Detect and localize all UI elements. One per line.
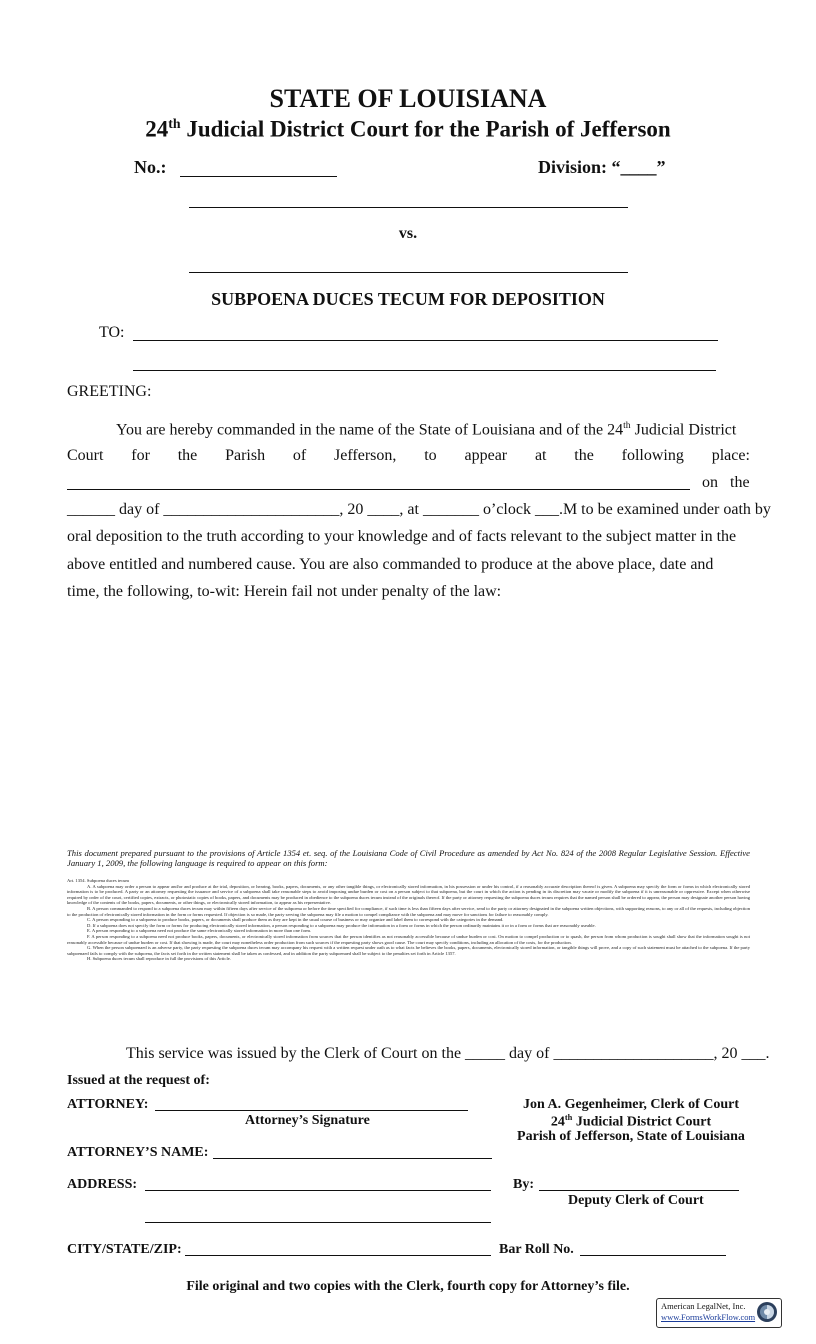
case-number-field[interactable]: [180, 176, 337, 177]
publisher-badge[interactable]: [656, 1298, 782, 1328]
body-line-2-word: Jefferson,: [334, 447, 397, 464]
deputy-clerk-caption: Deputy Clerk of Court: [568, 1193, 704, 1208]
article-section-c: C. A person responding to a subpoena to produce books, papers, or documents shall produce them as they are kept in the usual course of business or may organize and label them to correspond with the categories in the demand.: [87, 917, 504, 923]
body-line-5: oral deposition to the truth according to your knowledge and of facts relevant to the subject matter in the: [67, 528, 737, 545]
recipient-line-1[interactable]: [133, 340, 718, 341]
body-line-2: [67, 447, 750, 465]
body-line-7: time, the following, to-wit: Herein fail not under penalty of the law:: [67, 583, 502, 600]
attorney-signature-caption: Attorney’s Signature: [245, 1113, 370, 1128]
address-label: ADDRESS:: [67, 1177, 138, 1192]
globe-icon: [756, 1301, 778, 1323]
division-label: Division:: [538, 157, 608, 177]
body-line-2-word: place:: [711, 447, 750, 464]
article-section-d: D. If a subpoena does not specify the form or forms for producing electronically stored information, a person responding to a subpoena may produce the information in a form or forms in which the person ordinarily maintains it or in a form or forms that are reasonably useable.: [87, 922, 596, 928]
by-label: By:: [513, 1177, 534, 1192]
body-line-2-word: the: [177, 447, 198, 464]
legal-note: This document prepared pursuant to the provisions of Article 1354 et. seq. of the Louisiana Code of Civil Procedure as amended by Act No. 824 of the 2008 Regular Legislative Session. Effective January 1, 2009, the following language is required to appear on this form:: [67, 848, 750, 868]
article-1354-text: [67, 878, 750, 962]
bar-roll-label: Bar Roll No.: [499, 1242, 574, 1257]
recipient-line-2[interactable]: [133, 370, 716, 371]
bar-roll-field[interactable]: [580, 1255, 726, 1256]
filing-instructions: File original and two copies with the Clerk, fourth copy for Attorney’s file.: [186, 1279, 630, 1294]
publisher-name: American LegalNet, Inc.: [661, 1301, 746, 1311]
court-name: Judicial District Court for the Parish of Jefferson: [180, 116, 671, 142]
article-section-b: B. A person commanded to respond to a subpoena duces tecum may within fifteen days after service of the subpoena or before the time specified for compliance, if such time is less than fifteen days after service, send to the party or attorney designated in the subpoena written objections, with supporting reasons, to any or all of the requests, including objection to the production of electronically stored information in the form or forms requested. If objection is so made, the party serving the subpoena may file a motion to compel compliance with the subpoena and may move for sanctions for failure to reasonably comply.: [67, 905, 750, 917]
address-field-2[interactable]: [145, 1222, 491, 1223]
attorney-name-field[interactable]: [213, 1158, 492, 1159]
body-line-2-word: at: [534, 447, 547, 464]
clerk-court-suffix: th: [564, 1113, 573, 1122]
city-state-zip-field[interactable]: [185, 1255, 491, 1256]
body-line-2-word: appear: [464, 447, 508, 464]
article-section-f: F. A person responding to a subpoena need not produce books, papers, documents, or electronically stored information from sources that the person identifies as not reasonably accessible because of undue burden or cost. On motion to compel production or to quash, the person from whom production is sought shall show that the information sought is not reasonably accessible because of undue burden or cost. If that showing is made, the court may nonetheless order production from such sources if the requesting party shows good cause. The court may specify conditions, including an allocation of the costs, for the production.: [67, 933, 750, 945]
body-line-1-sup: th: [623, 420, 631, 431]
body-line-2-word: Parish: [225, 447, 266, 464]
article-heading: Art. 1354. Subpoena duces tecum: [67, 878, 130, 883]
greeting: GREETING:: [67, 383, 152, 400]
to-label: TO:: [99, 324, 125, 341]
city-state-zip-label: CITY/STATE/ZIP:: [67, 1242, 182, 1257]
court-title: [0, 116, 816, 143]
case-number-label: No.:: [134, 157, 167, 177]
court-number: 24: [145, 116, 169, 142]
versus-label: vs.: [398, 225, 418, 242]
clerk-name: Jon A. Gegenheimer, Clerk of Court: [522, 1097, 740, 1112]
place-line[interactable]: [67, 489, 690, 490]
division-field[interactable]: [538, 157, 666, 178]
body-line-2-word: of: [292, 447, 307, 464]
division-value: “____”: [611, 157, 666, 177]
body-line-1-tail: Judicial District: [630, 421, 737, 439]
body-line-2-word: for: [131, 447, 150, 464]
attorney-signature-field[interactable]: [155, 1110, 468, 1111]
body-line-6: above entitled and numbered cause. You are also commanded to produce at the above place, date and: [67, 556, 714, 573]
article-section-h: H. Subpoena duces tecum shall reproduce in full the provisions of this Article.: [87, 956, 231, 962]
clerk-court-name: Judicial District Court: [572, 1114, 712, 1130]
clerk-court: [500, 1113, 762, 1131]
deputy-signature-field[interactable]: [539, 1190, 739, 1191]
body-line-2-words: [67, 447, 750, 465]
defendant-line[interactable]: [189, 272, 628, 273]
body-line-2-word: to: [424, 447, 437, 464]
clerk-court-number: 24: [550, 1114, 565, 1130]
plaintiff-line[interactable]: [189, 207, 628, 208]
body-line-2-word: following: [621, 447, 684, 464]
article-section-g: G. When the person subpoenaed is an adverse party, the party requesting the subpoena duces tecum may accompany his request with a written request under oath as to what facts he believes the books, papers, documents, electronically stored information, or tangible things will prove, and a copy of such statement must be attached to the subpoena. If the party subpoenaed fails to comply with the subpoena, the facts set forth in the written statement shall be taken as confessed, and in addition the party subpoenaed shall be subject to the penalties set forth in Article 1357.: [67, 945, 750, 956]
body-line-1-text: You are hereby commanded in the name of the State of Louisiana and of the 24: [116, 421, 624, 439]
document-title: SUBPOENA DUCES TECUM FOR DEPOSITION: [211, 289, 605, 309]
address-field-1[interactable]: [145, 1190, 491, 1191]
issued-at-label: Issued at the request of:: [67, 1073, 210, 1088]
publisher-link[interactable]: www.FormsWorkFlow.com: [661, 1312, 756, 1322]
article-section-e: E. A person responding to a subpoena need not produce the same electronically stored information in more than one form.: [87, 928, 312, 934]
article-section-a: A. A subpoena may order a person to appear and/or and produce at the trial, deposition, or hearing, books, papers, documents, or any other tangible things, or electronically stored information, in his possession or under his control, if a reasonably accurate description thereof is given. A subpoena may specify the form or forms in which electronically stored information is to be produced. A party or an attorney requesting the issuance and service of a subpoena shall take reasonable steps to avoid imposing undue burden or cost on a person subject to that subpoena, but the court in which the action is pending in its discretion may vacate or modify the subpoena if it is unreasonable or oppressive. Except when otherwise required by order of the court, certified copies, extracts, or photostatic copies of books, papers, and documents may be produced in obedience to the subpoena duces tecum instead of the originals thereof. If the party or attorney requesting the subpoena duces tecum requires that the named person shall be ordered to appear, the person may designate another person having knowledge of the contents of the books, papers, documents, or other things, or electronically stored information, to appear as his representative.: [67, 883, 750, 906]
service-statement: This service was issued by the Clerk of Court on the _____ day of ____________________, 20 ___.: [126, 1045, 770, 1062]
body-line-4: ______ day of ______________________, 20 ____, at _______ o’clock ___.M to be examined under oath by: [67, 501, 771, 518]
attorney-name-label: ATTORNEY’S NAME:: [67, 1145, 209, 1160]
body-line-1: [116, 420, 750, 439]
state-title: STATE OF LOUISIANA: [269, 84, 547, 113]
clerk-parish: Parish of Jefferson, State of Louisiana: [517, 1129, 745, 1144]
attorney-label: ATTORNEY:: [67, 1097, 149, 1112]
body-line-2-word: the: [574, 447, 594, 464]
court-suffix: th: [168, 116, 181, 131]
body-line-3-tail: on the: [702, 474, 750, 491]
body-line-2-word: Court: [67, 447, 104, 464]
